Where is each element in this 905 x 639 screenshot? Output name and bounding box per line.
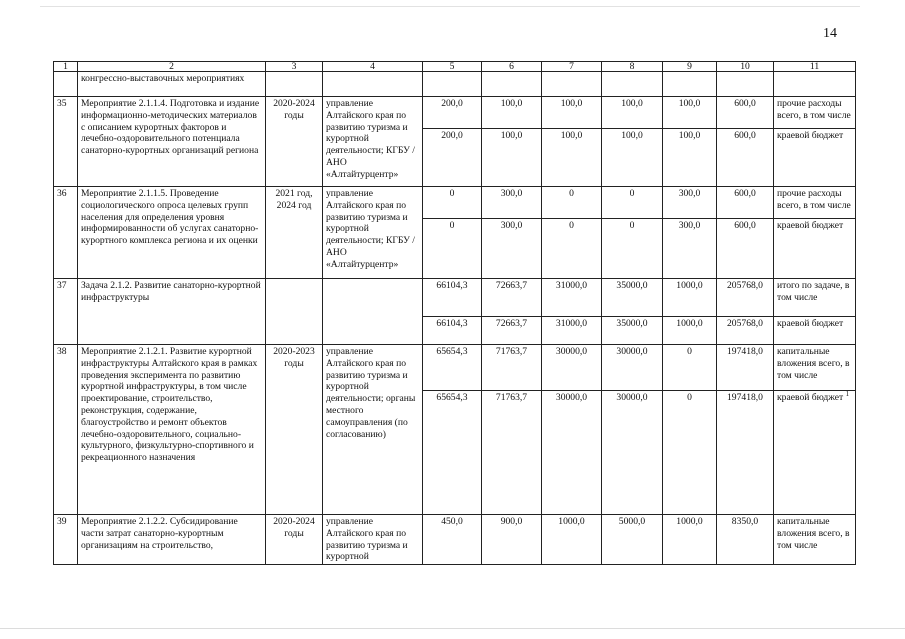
col-header-4: 4 — [323, 62, 423, 72]
table-row — [54, 345, 856, 391]
value-2020: 200,0 — [423, 97, 482, 129]
value-2024: 1000,0 — [663, 279, 717, 317]
row-number: 37 — [54, 279, 78, 345]
value-2024: 300,0 — [663, 219, 717, 279]
value-total: 205768,0 — [717, 317, 774, 345]
implementation-period: 2020-2024 годы — [266, 515, 323, 565]
value-total: 600,0 — [717, 187, 774, 219]
value-2020: 450,0 — [423, 515, 482, 565]
funding-source: краевой бюджет — [777, 392, 844, 403]
col-header-5: 5 — [423, 62, 482, 72]
table-row — [54, 97, 856, 129]
scan-bottom-edge — [0, 628, 905, 629]
value-2023: 35000,0 — [602, 317, 663, 345]
value-total: 8350,0 — [717, 515, 774, 565]
col-header-2: 2 — [78, 62, 266, 72]
scan-top-edge — [40, 6, 860, 7]
row-number: 39 — [54, 515, 78, 565]
value-2022: 100,0 — [542, 129, 602, 187]
table-row — [54, 279, 856, 317]
activity-name: Мероприятие 2.1.2.1. Развитие курортной инфраструктуры Алтайского края в рамках проведения эксперимента по развитию курортной инфраструктуры, в том числе проектирование, строительство, реконструкция, содержание, благоустройство и ремонт объектов лечебно-оздоровительного, социально-культурного, физкультурно-спортивного и рекреационного назначения — [78, 345, 266, 515]
footnote-marker: 1 — [845, 390, 850, 398]
table-row — [54, 187, 856, 219]
value-2023: 35000,0 — [602, 279, 663, 317]
value-2021: 71763,7 — [482, 391, 542, 515]
value-2024: 1000,0 — [663, 515, 717, 565]
value-2024: 100,0 — [663, 97, 717, 129]
value-2021: 900,0 — [482, 515, 542, 565]
table-row — [54, 515, 856, 565]
funding-source: капитальные вложения всего, в том числе — [774, 515, 856, 565]
value-2021: 72663,7 — [482, 279, 542, 317]
value-2020: 200,0 — [423, 129, 482, 187]
value-2024: 1000,0 — [663, 317, 717, 345]
value-total: 205768,0 — [717, 279, 774, 317]
value-2021: 300,0 — [482, 219, 542, 279]
value-2020: 65654,3 — [423, 345, 482, 391]
value-total: 600,0 — [717, 219, 774, 279]
value-total: 600,0 — [717, 129, 774, 187]
funding-source: краевой бюджет — [774, 219, 856, 279]
col-header-1: 1 — [54, 62, 78, 72]
value-2021: 100,0 — [482, 97, 542, 129]
value-2020: 65654,3 — [423, 391, 482, 515]
value-2024: 0 — [663, 391, 717, 515]
funding-source: краевой бюджет — [774, 129, 856, 187]
activity-name: Мероприятие 2.1.1.5. Проведение социологического опроса целевых групп населения для определения уровня информированности об услугах санаторно-курортного комплекса региона и их оценки — [78, 187, 266, 279]
implementation-period: 2021 год, 2024 год — [266, 187, 323, 279]
col-header-6: 6 — [482, 62, 542, 72]
value-total: 600,0 — [717, 97, 774, 129]
value-2023: 100,0 — [602, 129, 663, 187]
continued-activity-name: конгрессно-выставочных мероприятиях — [78, 72, 266, 97]
value-2023: 30000,0 — [602, 345, 663, 391]
value-2022: 30000,0 — [542, 345, 602, 391]
value-2021: 300,0 — [482, 187, 542, 219]
value-2021: 100,0 — [482, 129, 542, 187]
col-header-9: 9 — [663, 62, 717, 72]
responsible-executor: управление Алтайского края по развитию туризма и курортной деятельности; КГБУ / АНО «Алтайтурцентр» — [323, 97, 423, 187]
col-header-10: 10 — [717, 62, 774, 72]
col-header-8: 8 — [602, 62, 663, 72]
value-2023: 0 — [602, 219, 663, 279]
value-2022: 0 — [542, 219, 602, 279]
activity-name: Мероприятие 2.1.1.4. Подготовка и издание информационно-методических материалов с описанием курортных факторов и лечебно-оздоровительного потенциала санаторно-курортных организаций региона — [78, 97, 266, 187]
value-2022: 1000,0 — [542, 515, 602, 565]
funding-source: итого по задаче, в том числе — [774, 279, 856, 317]
value-total: 197418,0 — [717, 391, 774, 515]
value-2022: 30000,0 — [542, 391, 602, 515]
program-activities-table — [53, 61, 856, 565]
value-2022: 31000,0 — [542, 317, 602, 345]
value-2021: 71763,7 — [482, 345, 542, 391]
responsible-executor: управление Алтайского края по развитию туризма и курортной деятельности; КГБУ / АНО «Алтайтурцентр» — [323, 187, 423, 279]
row-number: 36 — [54, 187, 78, 279]
value-2020: 66104,3 — [423, 317, 482, 345]
column-number-row — [54, 62, 856, 72]
row-number: 35 — [54, 97, 78, 187]
value-2022: 0 — [542, 187, 602, 219]
value-2024: 0 — [663, 345, 717, 391]
value-2020: 0 — [423, 187, 482, 219]
responsible-executor: управление Алтайского края по развитию туризма и курортной деятельности; органы местного самоуправления (по согласованию) — [323, 345, 423, 515]
value-2024: 300,0 — [663, 187, 717, 219]
activity-name: Мероприятие 2.1.2.2. Субсидирование части затрат санаторно-курортным организациям на строительство, — [78, 515, 266, 565]
activity-name: Задача 2.1.2. Развитие санаторно-курортной инфраструктуры — [78, 279, 266, 345]
value-2022: 31000,0 — [542, 279, 602, 317]
funding-source: прочие расходы всего, в том числе — [774, 187, 856, 219]
value-2021: 72663,7 — [482, 317, 542, 345]
value-2023: 30000,0 — [602, 391, 663, 515]
value-total: 197418,0 — [717, 345, 774, 391]
funding-source: краевой бюджет — [774, 317, 856, 345]
value-2024: 100,0 — [663, 129, 717, 187]
funding-source: капитальные вложения всего, в том числе — [774, 345, 856, 391]
col-header-3: 3 — [266, 62, 323, 72]
value-2022: 100,0 — [542, 97, 602, 129]
implementation-period — [266, 279, 323, 345]
responsible-executor: управление Алтайского края по развитию туризма и курортной — [323, 515, 423, 565]
col-header-7: 7 — [542, 62, 602, 72]
continuation-row — [54, 72, 856, 97]
funding-source-cell — [774, 391, 856, 515]
value-2023: 100,0 — [602, 97, 663, 129]
funding-source: прочие расходы всего, в том числе — [774, 97, 856, 129]
implementation-period: 2020-2023 годы — [266, 345, 323, 515]
value-2023: 5000,0 — [602, 515, 663, 565]
value-2020: 66104,3 — [423, 279, 482, 317]
value-2023: 0 — [602, 187, 663, 219]
row-number: 38 — [54, 345, 78, 515]
value-2020: 0 — [423, 219, 482, 279]
col-header-11: 11 — [774, 62, 856, 72]
responsible-executor — [323, 279, 423, 345]
page-number: 14 — [823, 26, 837, 41]
implementation-period: 2020-2024 годы — [266, 97, 323, 187]
